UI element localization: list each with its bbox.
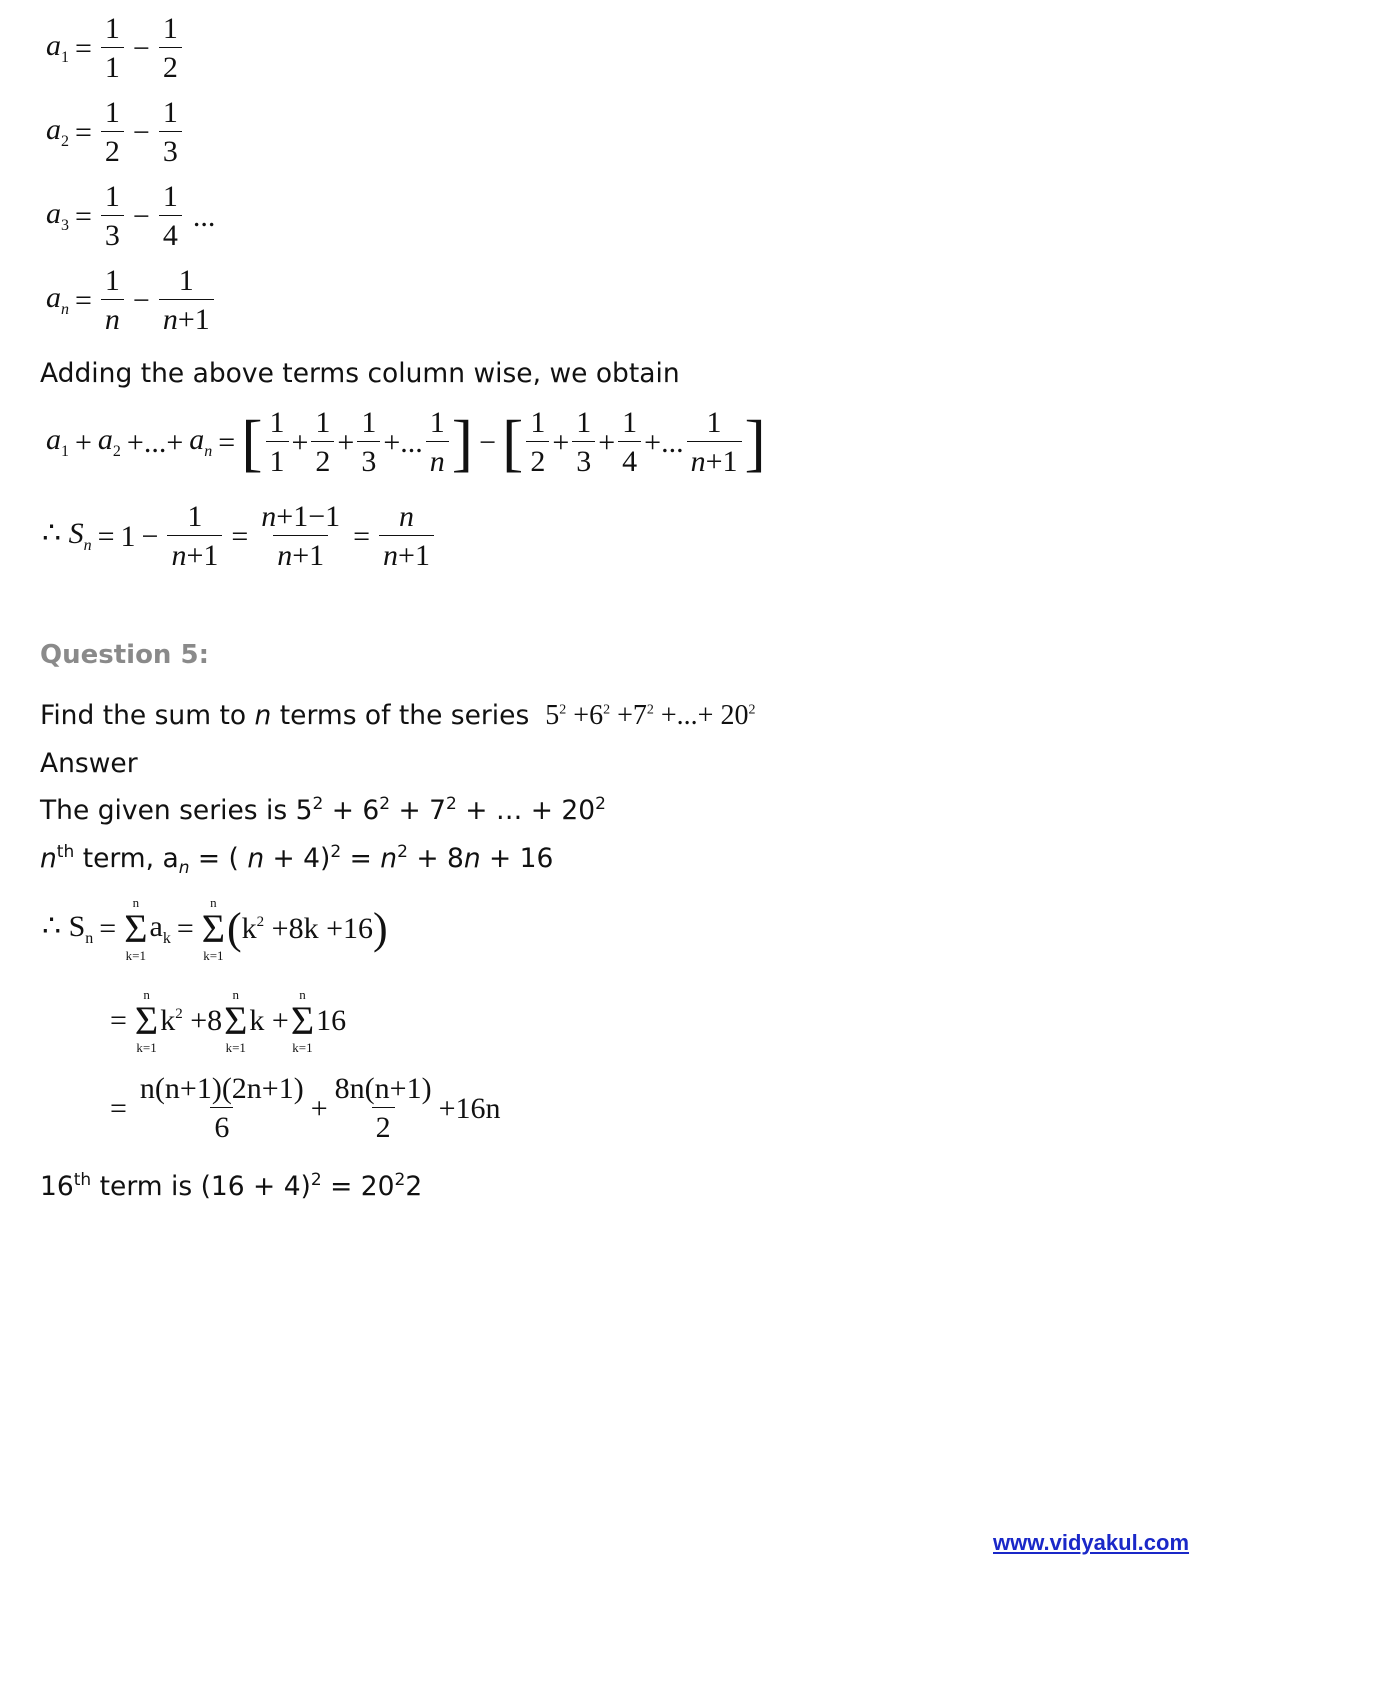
equation-formula: = $\frac{n(n+1)(2n+1)}{6}$ + $\frac{8n(n+1)}{2}$ +16n — [110, 1072, 501, 1144]
given-series: The given series is $5^2 + 6^2 + 7^2$ + … + $20^2$ — [40, 794, 606, 826]
equation-sn-result: ∴ $S_n$ = 1 − $\frac{1}{n+1}$ = $\frac{n+1-1}{n+1}$ = $\frac{n}{n+1}$ — [42, 502, 437, 571]
sixteenth-term: 16th term is $(16 + 4)^2 = 20^22$ — [40, 1170, 423, 1202]
equation-a2: $a_2$ = $\frac{1}{2}$ − $\frac{1}{3}$ — [46, 98, 185, 167]
equation-sum-terms: $a_1$ + $a_2$ +...+ $a_n$ = [ $\frac{1}{1}$ + $\frac{1}{2}$ + $\frac{1}{3}$ +... $\frac{1}{n}$ ] − [ $\frac{1}{2}$ + $\frac{1}{3}$ + $\frac{1}{4}$ +... $\frac{1}{n+1}$ ] — [46, 406, 766, 478]
equation-sigma-1: ∴ $S_n$ = n Σ k=1 $a_k$ = n Σ k=1 ( $k^2 +8k +16$ ) — [42, 895, 388, 963]
equation-sigma-2: = n Σ k=1 $k^2 +8$ n Σ k=1 k + n Σ k=1 16 — [110, 987, 347, 1055]
nth-term: $n^{th}$ term, $a_n$ = ( $n + 4)^2 = n^2 + 8n + 16$ — [40, 842, 554, 879]
question-heading: Question 5: — [40, 640, 209, 670]
adding-text: Adding the above terms column wise, we obtain — [40, 358, 680, 389]
answer-label: Answer — [40, 748, 138, 779]
footer-link[interactable]: www.vidyakul.com — [993, 1530, 1190, 1555]
equation-a3: $a_3$ = $\frac{1}{3}$ − $\frac{1}{4}$ ... — [46, 180, 216, 252]
equation-an: $a_n$ = $\frac{1}{n}$ − $\frac{1}{n+1}$ — [46, 266, 217, 335]
equation-a1: $a_1$ = $\frac{1}{1}$ − $\frac{1}{2}$ — [46, 14, 185, 83]
question-text: Find the sum to n terms of the series $5^2 +6^2 +7^2$ +...+ $20^2$ — [40, 700, 756, 731]
